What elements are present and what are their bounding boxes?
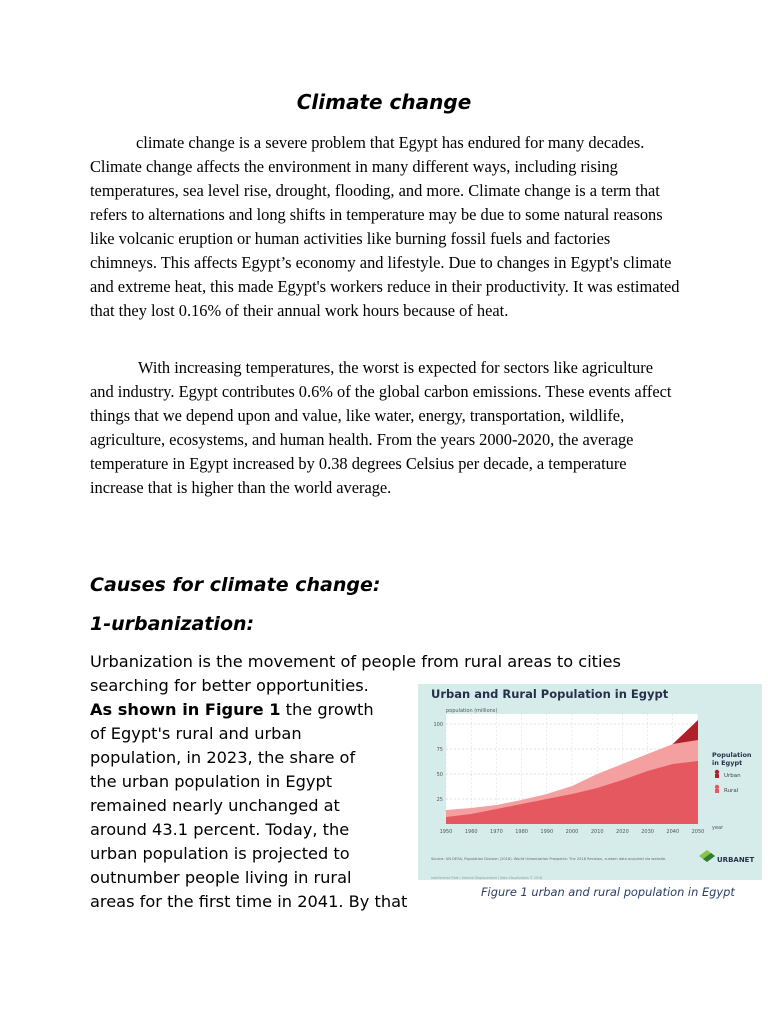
x-tick-label: 2020	[616, 829, 629, 835]
paragraph-intro: climate change is a severe problem that Egypt has endured for many decades. Climate change affects the environment in many different ways, including rising temperatures, sea level rise, drought, flooding, and more. Climate change is a term that refers to alternations and long shifts in temperature may be due to some natural reasons like volcanic eruption or human activities like burning fossil fuels and factories chimneys. This affects Egypt’s economy and lifestyle. Due to changes in Egypt's climate and extreme heat, this made Egypt's workers reduce in their productivity. It was estimated that they lost 0.16% of their annual work hours because of heat.	[90, 133, 680, 320]
x-axis-label: year	[712, 825, 724, 831]
urbanization-line: the urban population in Egypt	[90, 772, 333, 791]
urbanization-line: around 43.1 percent. Today, the	[90, 820, 350, 839]
chart-title: Urban and Rural Population in Egypt	[431, 687, 669, 701]
urbanization-line: urban population is projected to	[90, 844, 350, 863]
chart-source: Source: UN DESA, Population Division (2018). World Urbanization Prospects: The 2018 Revision, custom data acquired via website.	[431, 857, 667, 861]
urbanization-line: searching for better opportunities.	[90, 676, 369, 695]
legend-person-icon-body	[715, 774, 719, 778]
legend-title-line: in Egypt	[712, 759, 743, 767]
legend-person-icon-body	[715, 789, 719, 793]
x-tick-label: 2010	[590, 829, 604, 835]
y-tick-label: 100	[433, 722, 443, 728]
x-tick-label: 2050	[691, 829, 705, 835]
chart-canvas	[418, 684, 762, 880]
figure-urban-rural-chart	[418, 684, 762, 880]
legend-person-icon	[715, 770, 719, 774]
urbanization-line	[90, 698, 440, 722]
y-tick-label: 75	[436, 747, 443, 753]
x-tick-label: 1970	[490, 829, 503, 835]
document-title: Climate change	[296, 90, 472, 114]
urbanization-line: of Egypt's rural and urban	[90, 724, 302, 743]
x-tick-label: 1990	[540, 829, 554, 835]
x-tick-label: 1980	[515, 829, 528, 835]
chart-credit: Interference Ride / Internal Displacement / Data Visualization © 2018	[431, 876, 543, 880]
x-tick-label: 2040	[666, 829, 680, 835]
y-axis-label: population (millions)	[446, 708, 498, 714]
urbanization-line: population, in 2023, the share of	[90, 748, 356, 767]
x-tick-label: 1960	[464, 829, 478, 835]
urbanization-paragraph	[90, 674, 440, 914]
urbanization-line-1: Urbanization is the movement of people from rural areas to cities	[90, 652, 621, 671]
x-tick-label: 2030	[641, 829, 654, 835]
paragraph-temperatures: With increasing temperatures, the worst is expected for sectors like agriculture and industry. Egypt contributes 0.6% of the global carbon emissions. These events affect things that we depend upon and value, like water, energy, transportation, wildlife, agriculture, ecosystems, and human health. From the years 2000-2020, the average temperature in Egypt increased by 0.38 degrees Celsius per decade, a temperature increase that is higher than the world average.	[90, 358, 672, 497]
y-tick-label: 50	[436, 772, 443, 778]
urbanet-logo-text: URBANET	[717, 856, 755, 864]
legend-person-icon	[715, 785, 719, 789]
urbanization-line-part: the growth	[280, 700, 374, 719]
legend-item-label: Rural	[724, 788, 739, 794]
x-tick-label: 1950	[439, 829, 453, 835]
legend-item-label: Urban	[724, 773, 741, 779]
urbanization-line: outnumber people living in rural	[90, 868, 352, 887]
figure-reference: As shown in Figure 1	[90, 700, 281, 719]
y-tick-label: 25	[436, 797, 443, 803]
heading-causes: Causes for climate change:	[90, 574, 381, 596]
figure-caption: Figure 1 urban and rural population in Egypt	[481, 885, 735, 899]
heading-urbanization: 1-urbanization:	[90, 613, 255, 635]
legend-title-line: Population	[712, 751, 752, 759]
urbanization-line: areas for the first time in 2041. By that	[90, 892, 408, 911]
x-tick-label: 2000	[565, 829, 579, 835]
urbanization-line: remained nearly unchanged at	[90, 796, 340, 815]
